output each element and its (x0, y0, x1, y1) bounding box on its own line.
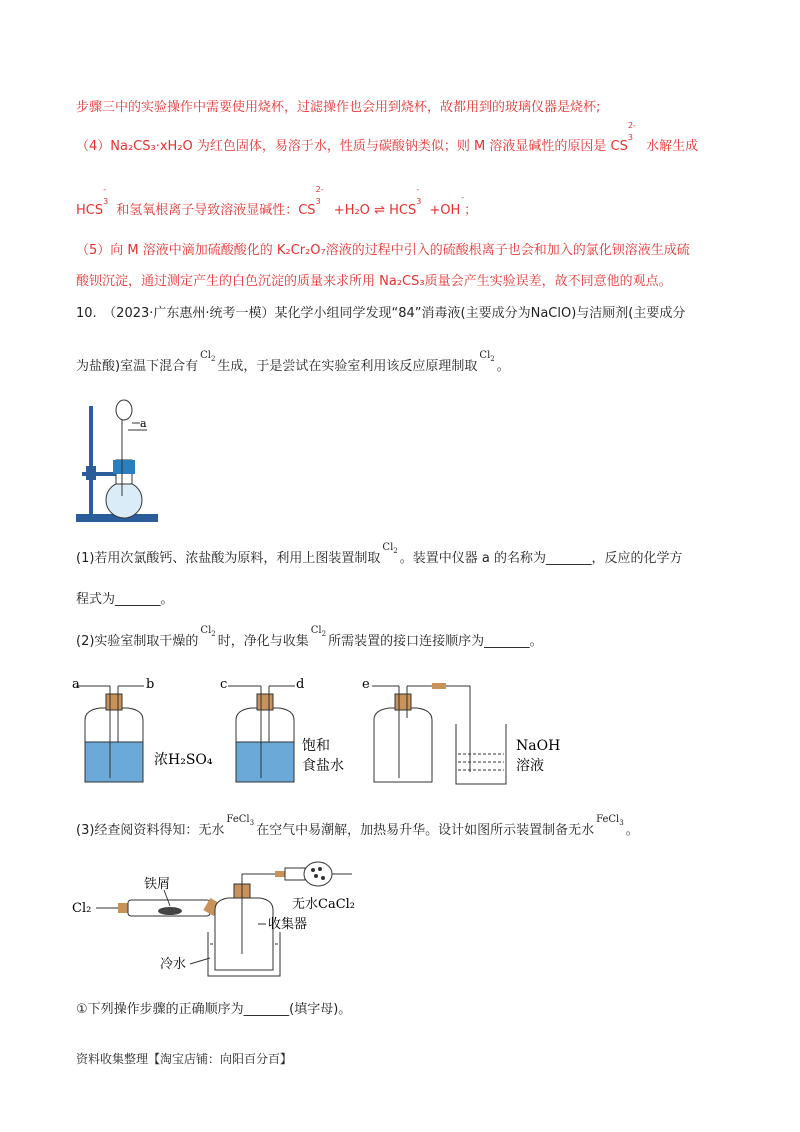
equilibrium-arrow: ⇌ (374, 203, 385, 218)
formula-fecl3 (596, 814, 624, 825)
text: +H₂O (333, 203, 370, 218)
footer-source: 资料收集整理【淘宝店铺：向阳百分百】 (76, 1052, 293, 1066)
drying-tube-bulb (304, 862, 332, 886)
figure-fecl3-apparatus (70, 858, 370, 983)
port-e-label: e (362, 677, 370, 692)
text: 。装置中仪器 a 的名称为_______，反应的化学方 (399, 551, 683, 566)
brine-label-1: 饱和 (302, 738, 330, 754)
part-1-line-2: 程式为_______。 (76, 592, 174, 607)
answer-line-3 (76, 185, 478, 222)
subscript: 2 (211, 630, 216, 638)
iron-filings-label: 铁屑 (144, 877, 171, 892)
text: 在空气中易潮解，加热易升华。设计如图所示装置制备无水 (256, 823, 595, 838)
iron-filings (158, 907, 182, 915)
subscript: 2 (490, 355, 495, 363)
text: 所需装置的接口连接顺序为_______。 (328, 634, 543, 649)
text: 。 (625, 823, 639, 838)
text: HCS (76, 203, 104, 218)
formula: Cl (200, 350, 211, 361)
charge: 2- (315, 185, 324, 194)
brine-label-2: 食盐水 (302, 758, 344, 774)
subscript: 2 (210, 355, 216, 363)
formula-cl2 (311, 625, 326, 636)
cold-water-pointer (190, 958, 210, 964)
text: 时，净化与收集 (217, 634, 309, 649)
text: HCS (389, 203, 417, 218)
formula: Cl (382, 542, 394, 553)
subscript: 3 (249, 819, 255, 827)
formula: Cl (200, 625, 212, 636)
stopper (113, 460, 135, 474)
formula-cl2 (200, 350, 215, 361)
charge: - (103, 185, 107, 194)
anhydrous-cacl2-label: 无水CaCl₂ (292, 897, 356, 912)
inlet-stopper (118, 903, 128, 913)
formula: FeCl (596, 814, 620, 825)
formula: Cl (479, 350, 491, 361)
collector-label: 收集器 (268, 917, 308, 932)
port-c-label: c (220, 677, 228, 692)
subscript: 2 (393, 547, 398, 555)
text: 。 (496, 359, 510, 374)
text: 和氢氧根离子导致溶液显碱性：CS (116, 203, 316, 218)
formula-cl2 (382, 542, 397, 553)
answer-line-5: 酸钡沉淀，通过测定产生的白色沉淀的质量来求所用 Na₂CS₃质量会产生实验误差，故不同意他的观点。 (76, 274, 672, 289)
bottle-saturated-brine (228, 686, 295, 782)
conc-h2so4-label: 浓H₂SO₄ (154, 752, 213, 768)
charge: - (461, 193, 465, 202)
cl2-inlet-label: Cl₂ (72, 901, 92, 916)
round-flask (106, 482, 142, 518)
text: （4）Na₂CS₃·xH₂O 为红色固体，易溶于水，性质与碳酸钠类似；则 M 溶液显碱性的原因是 CS (76, 139, 628, 154)
cold-water-label: 冷水 (160, 957, 187, 972)
solution-label: 溶液 (516, 758, 544, 774)
separatory-funnel (116, 400, 132, 420)
text: (2)实验室制取干燥的 (76, 634, 199, 649)
text: 水解生成 (646, 139, 699, 154)
beaker-naoh (456, 724, 506, 784)
figure-flask-apparatus (72, 396, 172, 526)
subscript: 3 (627, 133, 633, 142)
drying-tube-neck (285, 868, 305, 880)
bottle-conc-h2so4 (76, 686, 144, 782)
text: (1)若用次氯酸钙、浓盐酸为原料，利用上图装置制取 (76, 551, 381, 566)
formula: Cl (310, 625, 322, 636)
part-3-step-1: ①下列操作步骤的正确顺序为_______(填字母)。 (76, 1002, 352, 1017)
answer-line-1: 步骤三中的实验操作中需要使用烧杯，过滤操作也会用到烧杯，故都用到的玻璃仪器是烧杯; (76, 100, 601, 115)
outlet-joint (275, 871, 285, 877)
text: +OH (429, 203, 461, 218)
port-b-label: b (146, 677, 155, 692)
answer-line-2 (76, 121, 699, 158)
stand-rod (89, 406, 93, 516)
naoh-label: NaOH (516, 738, 561, 754)
bottle-collector (372, 683, 470, 782)
port-a-label: a (72, 677, 80, 692)
subscript: 3 (619, 819, 624, 827)
question-10-line-1: 10. （2023·广东惠州·统考一模）某化学小组同学发现“84”消毒液(主要成分为NaClO)与洁厕剂(主要成分 (76, 306, 686, 321)
charge: 2- (627, 121, 636, 130)
formula-fecl3 (226, 814, 254, 825)
part-2-line (76, 625, 543, 656)
question-10-line-2 (76, 350, 510, 381)
part-1-line-1 (76, 542, 683, 573)
formula-cl2 (479, 350, 494, 361)
text: ； (464, 203, 478, 218)
subscript: 3 (416, 197, 422, 206)
clamp-boss (86, 466, 96, 480)
port-d-label: d (296, 677, 305, 692)
text: 为盐酸)室温下混合有 (76, 359, 199, 374)
answer-line-4: （5）向 M 溶液中滴加硫酸酸化的 K₂Cr₂O₇溶液的过程中引入的硫酸根离子也会和加入的氯化钡溶液生成硫 (76, 243, 690, 258)
formula: FeCl (226, 814, 250, 825)
text: (3)经查阅资料得知：无水 (76, 823, 225, 838)
subscript: 3 (315, 197, 321, 206)
text: 生成，于是尝试在实验室利用该反应原理制取 (217, 359, 478, 374)
subscript: 2 (321, 630, 327, 638)
figure-purification-apparatus (70, 672, 570, 802)
label-a: a (140, 417, 147, 430)
formula-cl2 (200, 625, 215, 636)
charge: - (416, 185, 420, 194)
subscript: 3 (103, 197, 109, 206)
part-3-line (76, 814, 639, 845)
collector-bottle (215, 898, 273, 970)
